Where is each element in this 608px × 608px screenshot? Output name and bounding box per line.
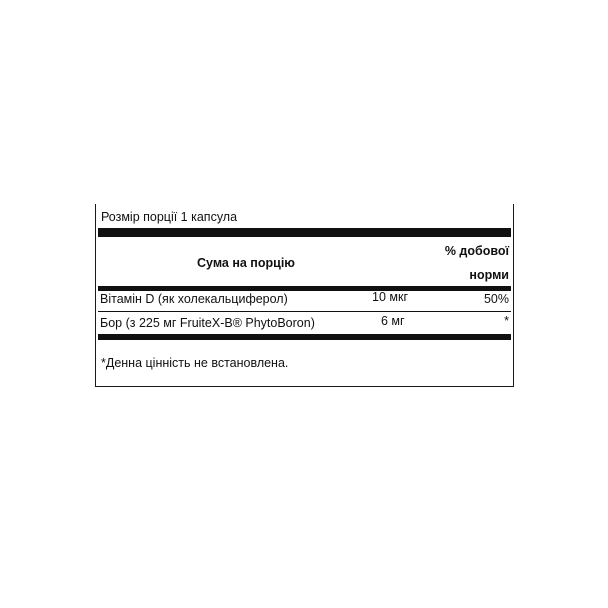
bottom-thick-divider [98,334,511,340]
row-boron-dv: * [504,314,509,328]
medium-divider [98,286,511,291]
footnote: *Денна цінність не встановлена. [101,356,289,370]
daily-value-header-line1: % добової [444,244,509,258]
row-boron-name: Бор (з 225 мг FruiteX-B® PhytoBoron) [100,316,315,330]
serving-size: Розмір порції 1 капсула [101,210,238,224]
amount-per-serving-header: Сума на порцію [197,256,295,270]
daily-value-header-line2: норми [469,268,509,282]
row-vitamin-d-name: Вітамін D (як холекальциферол) [100,292,288,306]
row-boron-amount: 6 мг [381,314,405,328]
row-divider [98,311,511,312]
thick-divider [98,228,511,237]
row-vitamin-d-amount: 10 мкг [372,290,408,304]
row-vitamin-d-dv: 50% [483,292,509,306]
supplement-facts-panel [95,204,514,387]
